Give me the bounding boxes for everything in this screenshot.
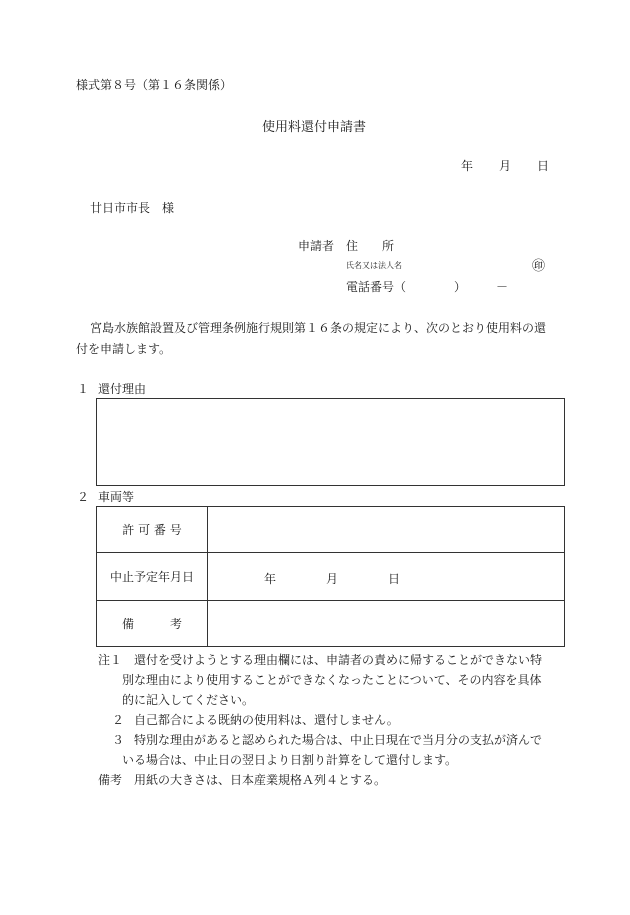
stop-date-month: 月: [326, 572, 339, 586]
applicant-label: 申請者: [298, 239, 335, 253]
refund-reason-box[interactable]: [96, 398, 565, 486]
section-2-title: 車両等: [98, 490, 135, 504]
table-row: [97, 601, 565, 647]
page-title: 使用料還付申請書: [262, 120, 367, 135]
note-1-line-1: 還付を受けようとする理由欄には、申請者の責めに帰することができない特: [134, 653, 543, 667]
note-1-line-2: 別な理由により使用することができなくなったことについて、その内容を具体: [122, 673, 542, 687]
stop-date-day: 日: [388, 572, 401, 586]
note-1-line-3: 的に記入してください。: [122, 693, 255, 707]
addressee: 廿日市市長 様: [90, 201, 175, 215]
section-2-number: ２: [77, 490, 90, 504]
note-3-prefix: ３: [112, 733, 125, 747]
permit-number-field[interactable]: [208, 507, 565, 553]
table-row: [97, 507, 565, 553]
date-day-label: 日: [537, 159, 550, 173]
remarks-field[interactable]: [208, 601, 565, 647]
note-2-prefix: ２: [112, 713, 125, 727]
stop-date-field[interactable]: [208, 553, 565, 601]
address-label: 住 所: [346, 239, 395, 253]
phone-label: 電話番号（ ） －: [346, 280, 509, 294]
permit-number-label: 許 可 番 号: [97, 507, 208, 553]
name-label: 氏名又は法人名: [346, 261, 402, 270]
form-number: 様式第８号（第１６条関係）: [76, 78, 233, 92]
date-month-label: 月: [499, 159, 512, 173]
seal-mark: ㊞: [532, 259, 546, 274]
section-1-title: 還付理由: [98, 382, 147, 396]
section-1-number: １: [77, 382, 90, 396]
stop-date-year: 年: [264, 572, 277, 586]
vehicle-table: [96, 506, 565, 647]
note-2-line-1: 自己都合による既納の使用料は、還付しません。: [134, 713, 399, 727]
date-year-label: 年: [461, 159, 474, 173]
note-3-line-1: 特別な理由があると認められた場合は、中止日現在で当月分の支払が済んで: [134, 733, 543, 747]
remarks-label: 備考: [98, 773, 123, 787]
remarks-row-label: 備 考: [97, 601, 208, 647]
intro-line-1: 宮島水族館設置及び管理条例施行規則第１６条の規定により、次のとおり使用料の還: [90, 321, 547, 335]
note-1-prefix: 注１: [98, 653, 123, 667]
stop-date-label: 中止予定年月日: [97, 553, 208, 601]
intro-line-2: 付を申請します。: [76, 342, 172, 356]
remarks-text: 用紙の大きさは、日本産業規格Ａ列４とする。: [134, 773, 387, 787]
note-3-line-2: いる場合は、中止日の翌日より日割り計算をして還付します。: [122, 753, 458, 767]
table-row: [97, 553, 565, 601]
